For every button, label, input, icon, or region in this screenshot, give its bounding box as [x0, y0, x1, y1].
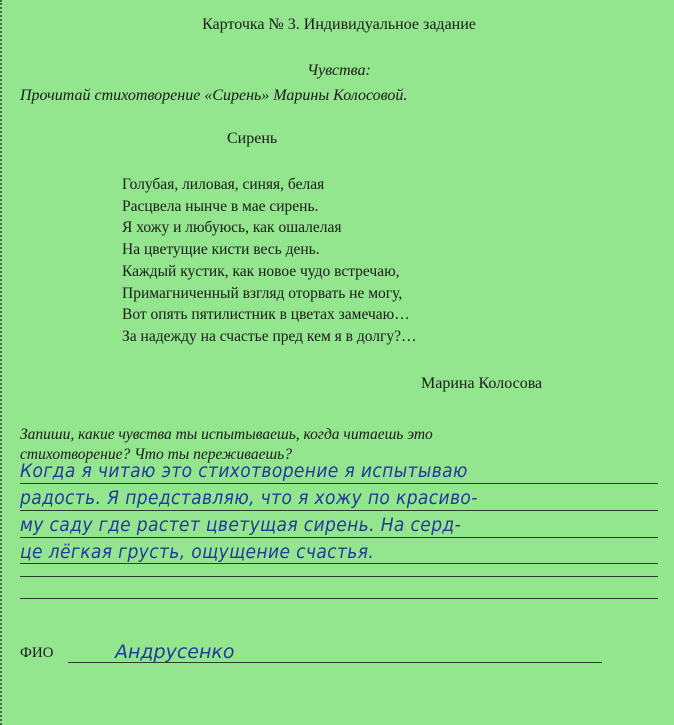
poem-title: Сирень [227, 130, 278, 147]
poem-line: Каждый кустик, как новое чудо встречаю, [122, 262, 400, 280]
question-line: стихотворение? Что ты переживаешь? [20, 446, 292, 463]
poem-line: Расцвела нынче в мае сирень. [122, 197, 319, 215]
answer-line: це лёгкая грусть, ощущение счастья. [20, 541, 375, 563]
poem-line: Вот опять пятилистник в цветах замечаю… [122, 306, 410, 324]
answer-line: радость. Я представляю, что я хожу по красиво- [20, 487, 478, 509]
poem-line: На цветущие кисти весь день. [122, 241, 320, 259]
fio-field[interactable]: Андрусенко [115, 641, 235, 663]
writing-line [20, 576, 658, 577]
poem-author: Марина Колосова [421, 375, 543, 392]
reading-instruction: Прочитай стихотворение «Сирень» Марины Колосовой. [20, 87, 408, 104]
answer-line: Когда я читаю это стихотворение я испытываю [20, 460, 468, 482]
section-heading: Чувства: [307, 62, 371, 79]
question-line: Запиши, какие чувства ты испытываешь, когда читаешь это [20, 426, 433, 443]
poem-line: Я хожу и любуюсь, как ошалелая [122, 219, 342, 237]
fio-label: ФИО [20, 645, 54, 661]
poem-line: Примагниченный взгляд оторвать не могу, [122, 284, 403, 302]
writing-line [20, 598, 658, 599]
poem-line: За надежду на счастье пред кем я в долгу?… [122, 327, 417, 345]
answer-line: му саду где растет цветущая сирень. На серд- [20, 514, 462, 536]
poem-text [122, 174, 417, 348]
poem-line: Голубая, лиловая, синяя, белая [122, 176, 325, 193]
card-title: Карточка № 3. Индивидуальное задание [202, 16, 476, 33]
handwritten-answer[interactable] [20, 458, 478, 566]
